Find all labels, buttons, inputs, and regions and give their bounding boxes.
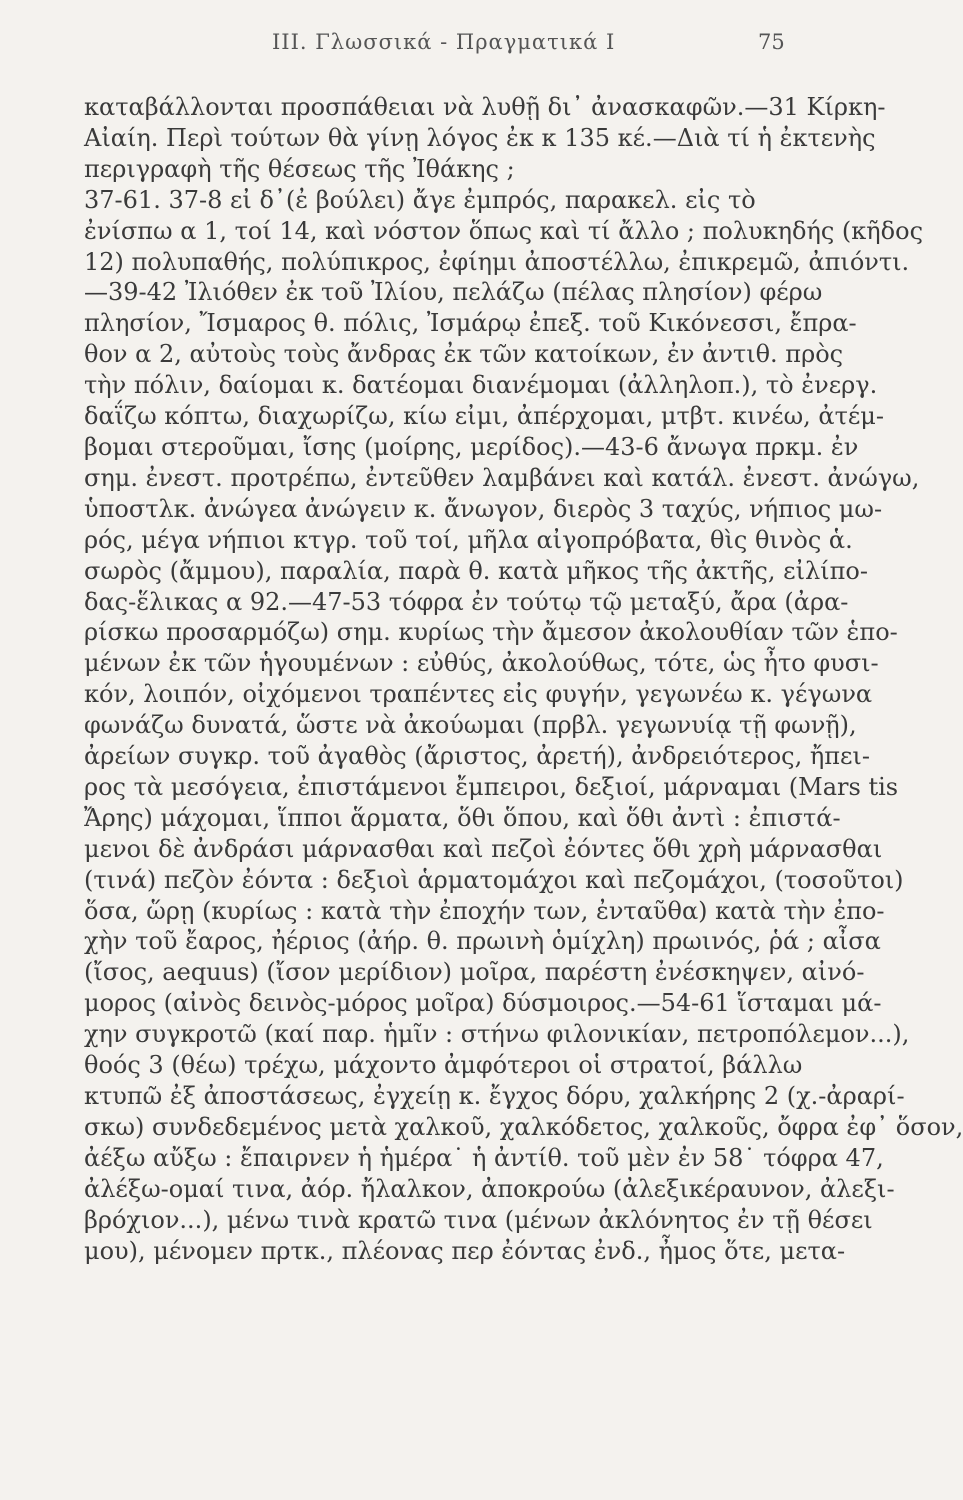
text-line: σκω) συνδεδεμένος μετὰ χαλκοῦ, χαλκόδετος, χαλκοῦς, ὄφρα ἐφ᾽ ὅσον, — [84, 1112, 963, 1141]
text-line: ἀέξω αὔξω : ἔπαιρνεν ἡ ἡμέρα˙ ἡ ἀντίθ. τοῦ μὲν ἐν 58˙ τόφρα 47, — [84, 1143, 884, 1172]
text-line: χὴν τοῦ ἔαρος, ἠέριος (ἀήρ. θ. πρωινὴ ὁμίχλη) πρωινός, ῥά ; αἶσα — [84, 927, 881, 956]
text-line: ρός, μέγα νήπιοι κτγρ. τοῦ τοί, μῆλα αἰγοπρόβατα, θὶς θινὸς ἁ. — [84, 525, 853, 554]
text-line: Αἰαίη. Περὶ τούτων θὰ γίνῃ λόγος ἐκ κ 135 κέ.—Διὰ τί ἡ ἐκτενὴς — [84, 123, 876, 152]
text-line: δας-ἕλικας α 92.—47-53 τόφρα ἐν τούτῳ τῷ μεταξύ, ἄρα (ἀρα- — [84, 587, 849, 616]
text-line: (ἴσος, aequus) (ἴσον μερίδιον) μοῖρα, παρέστη ἐνέσκηψεν, αἰνό- — [84, 958, 865, 987]
text-line: βρόχιον...), μένω τινὰ κρατῶ τινα (μένων ἀκλόνητος ἐν τῇ θέσει — [84, 1205, 873, 1234]
text-line: φωνάζω δυνατά, ὥστε νὰ ἀκούωμαι (πρβλ. γεγωνυίᾳ τῇ φωνῇ), — [84, 711, 857, 740]
text-line: —39-42 Ἰλιόθεν ἐκ τοῦ Ἰλίου, πελάζω (πέλας πλησίον) φέρω — [84, 278, 823, 307]
page-header — [0, 30, 955, 64]
text-line: πλησίον, Ἴσμαρος θ. πόλις, Ἰσμάρῳ ἐπεξ. τοῦ Κικόνεσσι, ἔπρα- — [84, 309, 857, 338]
text-line: (τινά) πεζὸν ἐόντα : δεξιοὶ ἁρματομάχοι καὶ πεζομάχοι, (τοσοῦτοι) — [84, 865, 904, 894]
text-line: τὴν πόλιν, δαίομαι κ. δατέομαι διανέμομαι (ἀλληλοπ.), τὸ ἐνεργ. — [84, 371, 878, 400]
text-line: ρος τὰ μεσόγεια, ἐπιστάμενοι ἔμπειροι, δεξιοί, μάρναμαι (Mars tis — [84, 772, 899, 801]
text-line: χην συγκροτῶ (καί παρ. ἡμῖν : στήνω φιλονικίαν, πετροπόλεμον...), — [84, 1020, 910, 1049]
text-line: ἀλέξω-ομαί τινα, ἀόρ. ἤλαλκον, ἀποκρούω (ἀλεξικέραυνον, ἀλεξι- — [84, 1174, 895, 1203]
text-line: μορος (αἰνὸς δεινὸς-μόρος μοῖρα) δύσμοιρος.—54-61 ἵσταμαι μά- — [84, 989, 882, 1018]
text-line: ὅσα, ὥρῃ (κυρίως : κατὰ τὴν ἐποχήν των, ἐνταῦθα) κατὰ τὴν ἐπο- — [84, 896, 885, 925]
text-line: σωρὸς (ἄμμου), παραλία, παρὰ θ. κατὰ μῆκος τῆς ἀκτῆς, εἰλίπο- — [84, 556, 868, 585]
running-title: ΙΙΙ. Γλωσσικά - Πραγματικά Ι — [272, 30, 616, 54]
page-number: 75 — [758, 30, 785, 54]
text-line: Ἄρης) μάχομαι, ἵπποι ἅρματα, ὅθι ὅπου, καὶ ὅθι ἀντὶ : ἐπιστά- — [84, 803, 841, 832]
text-line: μένων ἐκ τῶν ἡγουμένων : εὐθύς, ἀκολούθως, τότε, ὡς ἦτο φυσι- — [84, 649, 879, 678]
text-line: μου), μένομεν πρτκ., πλέονας περ ἐόντας ἐνδ., ἦμος ὅτε, μετα- — [84, 1236, 846, 1265]
text-line: ἐνίσπω α 1, τοί 14, καὶ νόστον ὅπως καὶ τί ἄλλο ; πολυκηδής (κῆδος — [84, 216, 924, 245]
text-line: μενοι δὲ ἀνδράσι μάρνασθαι καὶ πεζοὶ ἐόντες ὅθι χρὴ μάρνασθαι — [84, 834, 883, 863]
commentary-text — [84, 92, 963, 1266]
text-line: θοός 3 (θέω) τρέχω, μάχοντο ἀμφότεροι οἱ στρατοί, βάλλω — [84, 1051, 803, 1080]
text-line: σημ. ἐνεστ. προτρέπω, ἐντεῦθεν λαμβάνει καὶ κατάλ. ἐνεστ. ἀνώγω, — [84, 463, 920, 492]
text-line: βομαι στεροῦμαι, ἴσης (μοίρης, μερίδος).—43-6 ἄνωγα πρκμ. ἐν — [84, 432, 859, 461]
text-line: ἀρείων συγκρ. τοῦ ἀγαθὸς (ἄριστος, ἀρετή), ἀνδρειότερος, ἤπει- — [84, 742, 870, 771]
text-line: κόν, λοιπόν, οἰχόμενοι τραπέντες εἰς φυγήν, γεγωνέω κ. γέγωνα — [84, 680, 873, 709]
text-line: ὑποστλκ. ἀνώγεα ἀνώγειν κ. ἄνωγον, διερὸς 3 ταχύς, νήπιος μω- — [84, 494, 883, 523]
text-line: δαΐζω κόπτω, διαχωρίζω, κίω εἰμι, ἀπέρχομαι, μτβτ. κινέω, ἀτέμ- — [84, 402, 885, 431]
text-line: θον α 2, αὐτοὺς τοὺς ἄνδρας ἐκ τῶν κατοίκων, ἐν ἀντιθ. πρὸς — [84, 340, 844, 369]
text-line: κτυπῶ ἐξ ἀποστάσεως, ἐγχείῃ κ. ἔγχος δόρυ, χαλκήρης 2 (χ.-ἀραρί- — [84, 1082, 905, 1110]
text-line: περιγραφὴ τῆς θέσεως τῆς Ἰθάκης ; — [84, 154, 515, 183]
text-line: 12) πολυπαθής, πολύπικρος, ἐφίημι ἀποστέλλω, ἐπικρεμῶ, ἀπιόντι. — [84, 247, 910, 276]
text-line: 37-61. 37-8 εἰ δ᾽(ἐ βούλει) ἄγε ἐμπρός, παρακελ. εἰς τὸ — [84, 185, 756, 214]
text-line: καταβάλλονται προσπάθειαι νὰ λυθῇ δι᾽ ἀνασκαφῶν.—31 Κίρκη- — [84, 93, 886, 121]
text-line: ρίσκω προσαρμόζω) σημ. κυρίως τὴν ἄμεσον ἀκολουθίαν τῶν ἑπο- — [84, 618, 898, 647]
